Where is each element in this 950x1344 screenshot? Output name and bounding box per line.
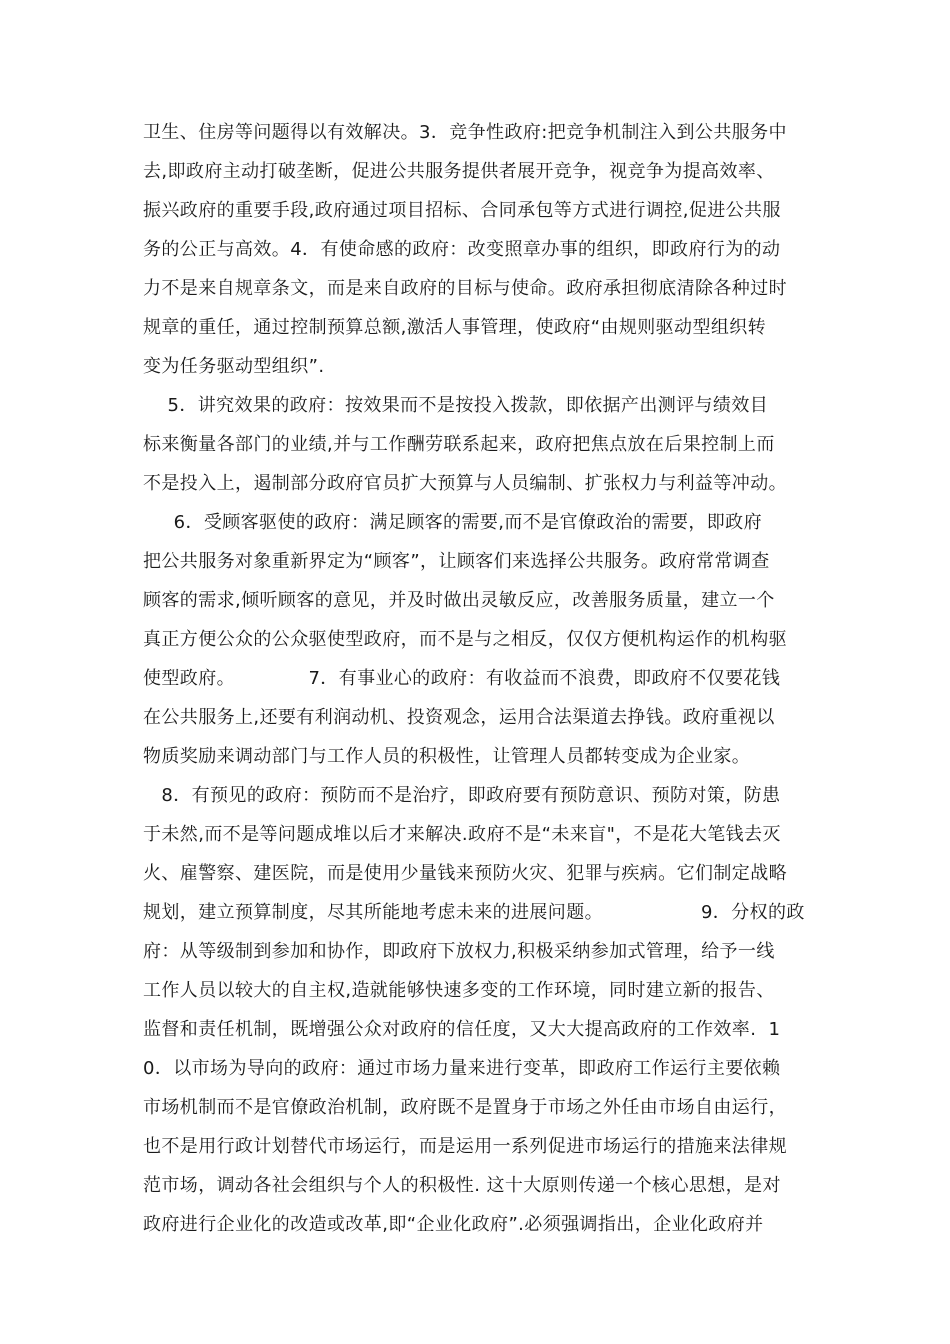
text-line: 不是投入上，遏制部分政府官员扩大预算与人员编制、扩张权力与利益等冲动。 <box>143 473 787 494</box>
text-line: 力不是来自规章条文，而是来自政府的目标与使命。政府承担彻底清除各种过时 <box>143 278 787 299</box>
text-line: 变为任务驱动型组织”. <box>143 356 325 377</box>
text-line: 政府进行企业化的改造或改革,即“企业化政府”.必须强调指出，企业化政府并 <box>143 1214 764 1235</box>
text-line: 范市场，调动各社会组织与个人的积极性. 这十大原则传递一个核心思想，是对 <box>143 1175 781 1196</box>
text-line: 0．以市场为导向的政府：通过市场力量来进行变革，即政府工作运行主要依赖 <box>143 1058 781 1079</box>
text-line: 把公共服务对象重新界定为“顾客”，让顾客们来选择公共服务。政府常常调查 <box>143 551 770 572</box>
text-line: 于未然,而不是等问题成堆以后才来解决.政府不是“未来盲"，不是花大笔钱去灭 <box>143 824 781 845</box>
text-line: 6．受顾客驱使的政府：满足顾客的需要,而不是官僚政治的需要，即政府 <box>143 512 762 533</box>
text-line: 8．有预见的政府：预防而不是治疗，即政府要有预防意识、预防对策，防患 <box>143 785 781 806</box>
text-line: 5．讲究效果的政府：按效果而不是按投入拨款，即依据产出测评与绩效目 <box>143 395 769 416</box>
text-line: 标来衡量各部门的业绩,并与工作酬劳联系起来，政府把焦点放在后果控制上而 <box>143 434 775 455</box>
text-line: 卫生、住房等问题得以有效解决。3．竞争性政府:把竞争机制注入到公共服务中 <box>143 122 787 143</box>
text-line: 务的公正与高效。4．有使命感的政府：改变照章办事的组织，即政府行为的动 <box>143 239 781 260</box>
text-line: 火、雇警察、建医院，而是使用少量钱来预防火灾、犯罪与疾病。它们制定战略 <box>143 863 787 884</box>
text-line: 在公共服务上,还要有利润动机、投资观念，运用合法渠道去挣钱。政府重视以 <box>143 707 775 728</box>
text-line: 监督和责任机制，既增强公众对政府的信任度，又大大提高政府的工作效率. 1 <box>143 1019 781 1040</box>
text-line: 真正方便公众的公众驱使型政府，而不是与之相反，仅仅方便机构运作的机构驱 <box>143 629 787 650</box>
text-line: 物质奖励来调动部门与工作人员的积极性，让管理人员都转变成为企业家。 <box>143 746 751 767</box>
text-line: 市场机制而不是官僚政治机制，政府既不是置身于市场之外任由市场自由运行， <box>143 1097 787 1118</box>
text-line: 顾客的需求,倾听顾客的意见，并及时做出灵敏反应，改善服务质量，建立一个 <box>143 590 775 611</box>
text-line: 使型政府。 7．有事业心的政府：有收益而不浪费，即政府不仅要花钱 <box>143 668 781 689</box>
text-line: 振兴政府的重要手段,政府通过项目招标、合同承包等方式进行调控,促进公共服 <box>143 200 781 221</box>
text-line: 去,即政府主动打破垄断，促进公共服务提供者展开竞争，视竞争为提高效率、 <box>143 161 775 182</box>
text-line: 工作人员以较大的自主权,造就能够快速多变的工作环境，同时建立新的报告、 <box>143 980 775 1001</box>
text-line: 规划，建立预算制度，尽其所能地考虑未来的进展问题。 9．分权的政 <box>143 902 805 923</box>
text-line: 规章的重任，通过控制预算总额,激活人事管理，使政府“由规则驱动型组织转 <box>143 317 767 338</box>
text-line: 府：从等级制到参加和协作，即政府下放权力,积极采纳参加式管理，给予一线 <box>143 941 775 962</box>
text-line: 也不是用行政计划替代市场运行，而是运用一系列促进市场运行的措施来法律规 <box>143 1136 787 1157</box>
